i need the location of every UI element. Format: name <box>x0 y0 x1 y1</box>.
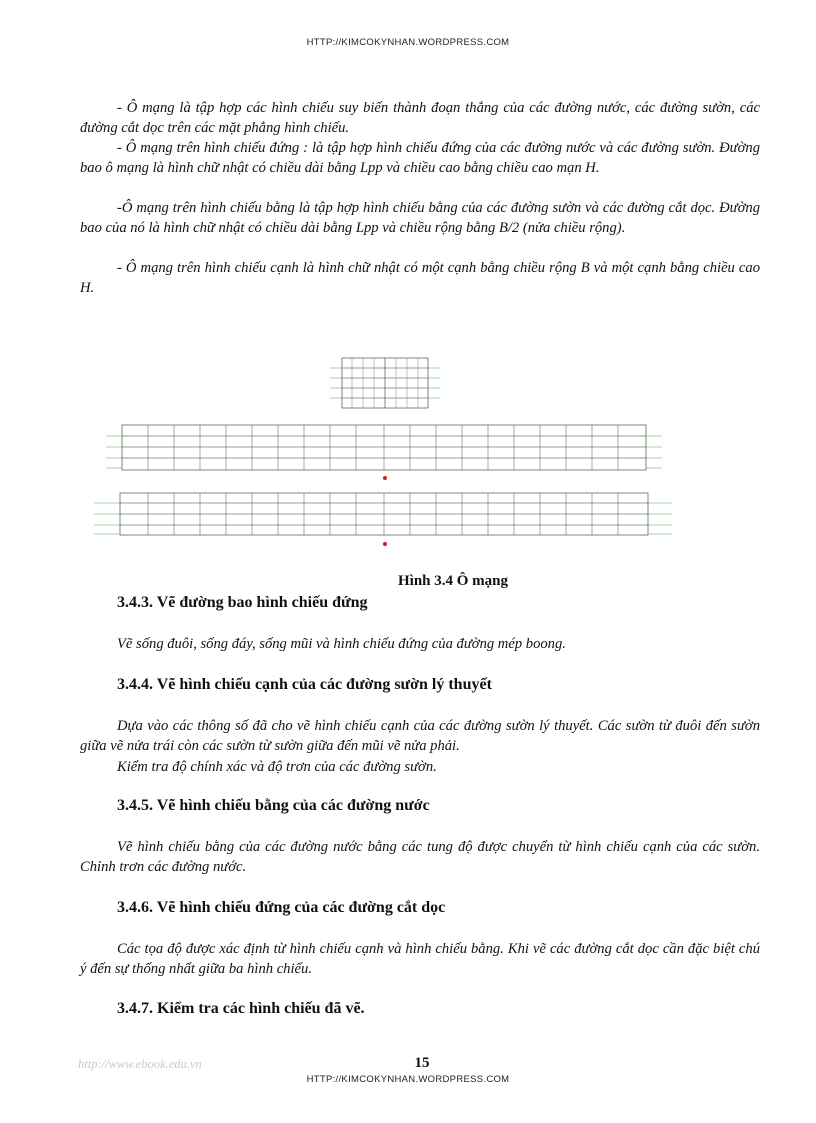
section-heading-347: 3.4.7. Kiểm tra các hình chiếu đã vẽ. <box>117 1000 365 1017</box>
footer-url: HTTP://KIMCOKYNHAN.WORDPRESS.COM <box>306 1074 510 1085</box>
section-heading-345: 3.4.5. Vẽ hình chiếu bằng của các đường nước <box>117 797 430 814</box>
figure-caption: Hình 3.4 Ô mạng <box>397 573 509 589</box>
intro-paragraph-3 <box>80 198 760 238</box>
intro-text-2: - Ô mạng trên hình chiếu đứng : là tập hợp hình chiếu đứng của các đường nước và các đường sườn. Đường bao ô mạng là hình chữ nhật có chiều dài bằng Lpp và chiều cao bằng chiều cao mạn H. <box>80 140 760 176</box>
section-344-text-2: Kiểm tra độ chính xác và độ trơn của các đường sườn. <box>117 759 437 775</box>
profile-stations <box>148 425 618 470</box>
page-number: 15 <box>414 1055 430 1071</box>
section-343-text: Vẽ sống đuôi, sống đáy, sống mũi và hình chiếu đứng của đường mép boong. <box>117 636 566 652</box>
intro-text-3: -Ô mạng trên hình chiếu bằng là tập hợp hình chiếu bằng của các đường sườn và các đường cắt dọc. Đường bao của nó là hình chữ nhật có chiều dài bằng Lpp và chiều rộng bằng B/2 (nửa chiều rộng). <box>80 200 760 236</box>
plan-labels <box>94 503 672 534</box>
section-343-paragraph <box>80 634 760 654</box>
grid-drawing-figure <box>80 350 700 555</box>
body-plan-grid <box>342 358 428 408</box>
intro-paragraph-2 <box>80 138 760 178</box>
section-heading-343: 3.4.3. Vẽ đường bao hình chiếu đứng <box>117 594 368 611</box>
plan-center-mark <box>383 542 387 546</box>
intro-text-4: - Ô mạng trên hình chiếu cạnh là hình chữ nhật có một cạnh bằng chiều rộng B và một cạnh bằng chiều cao H. <box>80 260 760 296</box>
section-344-text-1: Dựa vào các thông số đã cho vẽ hình chiếu cạnh của các đường sườn lý thuyết. Các sườn từ đuôi đến sườn giữa vẽ nửa trái còn các sườn từ sườn giữa đến mũi vẽ nửa phải. <box>80 718 760 754</box>
section-346-paragraph <box>80 939 760 979</box>
section-heading-346: 3.4.6. Vẽ hình chiếu đứng của các đường cắt dọc <box>117 899 446 916</box>
section-345-text: Vẽ hình chiếu bằng của các đường nước bằng các tung độ được chuyển từ hình chiếu cạnh của các sườn. Chỉnh trơn các đường nước. <box>80 839 760 875</box>
section-344-paragraph-2 <box>80 757 760 777</box>
watermark: http://www.ebook.edu.vn <box>78 1057 202 1071</box>
section-344-paragraph-1 <box>80 716 760 756</box>
section-heading-344: 3.4.4. Vẽ hình chiếu cạnh của các đường sườn lý thuyết <box>117 676 492 693</box>
section-346-text: Các tọa độ được xác định từ hình chiếu cạnh và hình chiếu bằng. Khi vẽ các đường cắt dọc cần đặc biệt chú ý đến sự thống nhất giữa ba hình chiếu. <box>80 941 760 977</box>
header-url: HTTP://KIMCOKYNHAN.WORDPRESS.COM <box>306 37 510 48</box>
intro-text-1: - Ô mạng là tập hợp các hình chiếu suy biến thành đoạn thẳng của các đường nước, các đường sườn, các đường cắt dọc trên các mặt phẳng hình chiếu. <box>80 100 760 136</box>
profile-center-mark <box>383 476 387 480</box>
section-345-paragraph <box>80 837 760 877</box>
intro-paragraph-1 <box>80 98 760 138</box>
intro-paragraph-4 <box>80 258 760 298</box>
